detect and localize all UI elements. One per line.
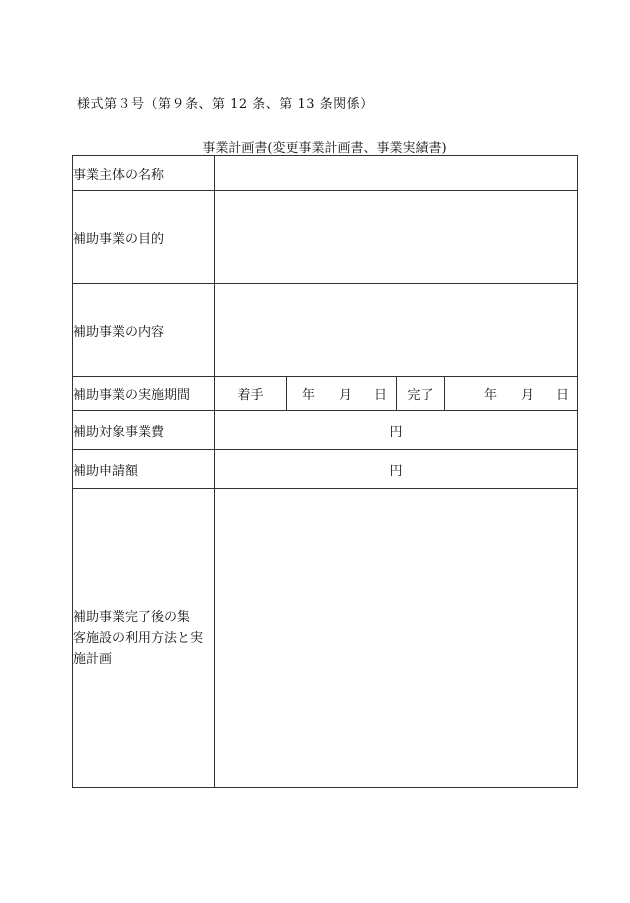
input-content[interactable] <box>215 284 578 377</box>
plan-table <box>72 155 578 788</box>
label-cost: 補助対象事業費 <box>73 411 215 450</box>
request-yen-unit: 円 <box>389 463 403 479</box>
input-entity-name[interactable] <box>215 156 578 191</box>
row-purpose <box>73 191 578 284</box>
label-line-1: 補助事業完了後の集 <box>73 609 191 625</box>
start-month-unit: 月 <box>338 388 352 403</box>
label-purpose: 補助事業の目的 <box>73 191 215 284</box>
row-request <box>73 450 578 489</box>
row-entity-name <box>73 156 578 191</box>
label-line-3: 施計画 <box>73 651 113 667</box>
cost-field[interactable] <box>215 411 578 450</box>
label-line-2: 客施設の利用方法と実 <box>73 630 204 646</box>
input-purpose[interactable] <box>215 191 578 284</box>
label-request: 補助申請額 <box>73 450 215 489</box>
start-day-unit: 日 <box>373 388 387 403</box>
end-year-unit: 年 <box>483 388 497 403</box>
end-date-field[interactable] <box>445 377 578 411</box>
row-utilization-plan <box>73 489 578 788</box>
label-period: 補助事業の実施期間 <box>73 377 215 411</box>
start-date-field[interactable] <box>287 377 397 411</box>
start-year-unit: 年 <box>301 388 315 403</box>
label-utilization-plan <box>73 489 215 788</box>
end-label: 完了 <box>397 377 445 411</box>
form-number: 様式第３号（第９条、第 12 条、第 13 条関係） <box>77 97 374 112</box>
request-field[interactable] <box>215 450 578 489</box>
start-label: 着手 <box>215 377 287 411</box>
row-period <box>73 377 578 411</box>
input-utilization-plan[interactable] <box>215 489 578 788</box>
end-month-unit: 月 <box>520 388 534 403</box>
row-cost <box>73 411 578 450</box>
cost-yen-unit: 円 <box>389 424 403 440</box>
label-content: 補助事業の内容 <box>73 284 215 377</box>
document-title: 事業計画書(変更事業計画書、事業実績書) <box>202 141 447 156</box>
row-content <box>73 284 578 377</box>
end-day-unit: 日 <box>555 388 569 403</box>
label-entity-name: 事業主体の名称 <box>73 156 215 191</box>
